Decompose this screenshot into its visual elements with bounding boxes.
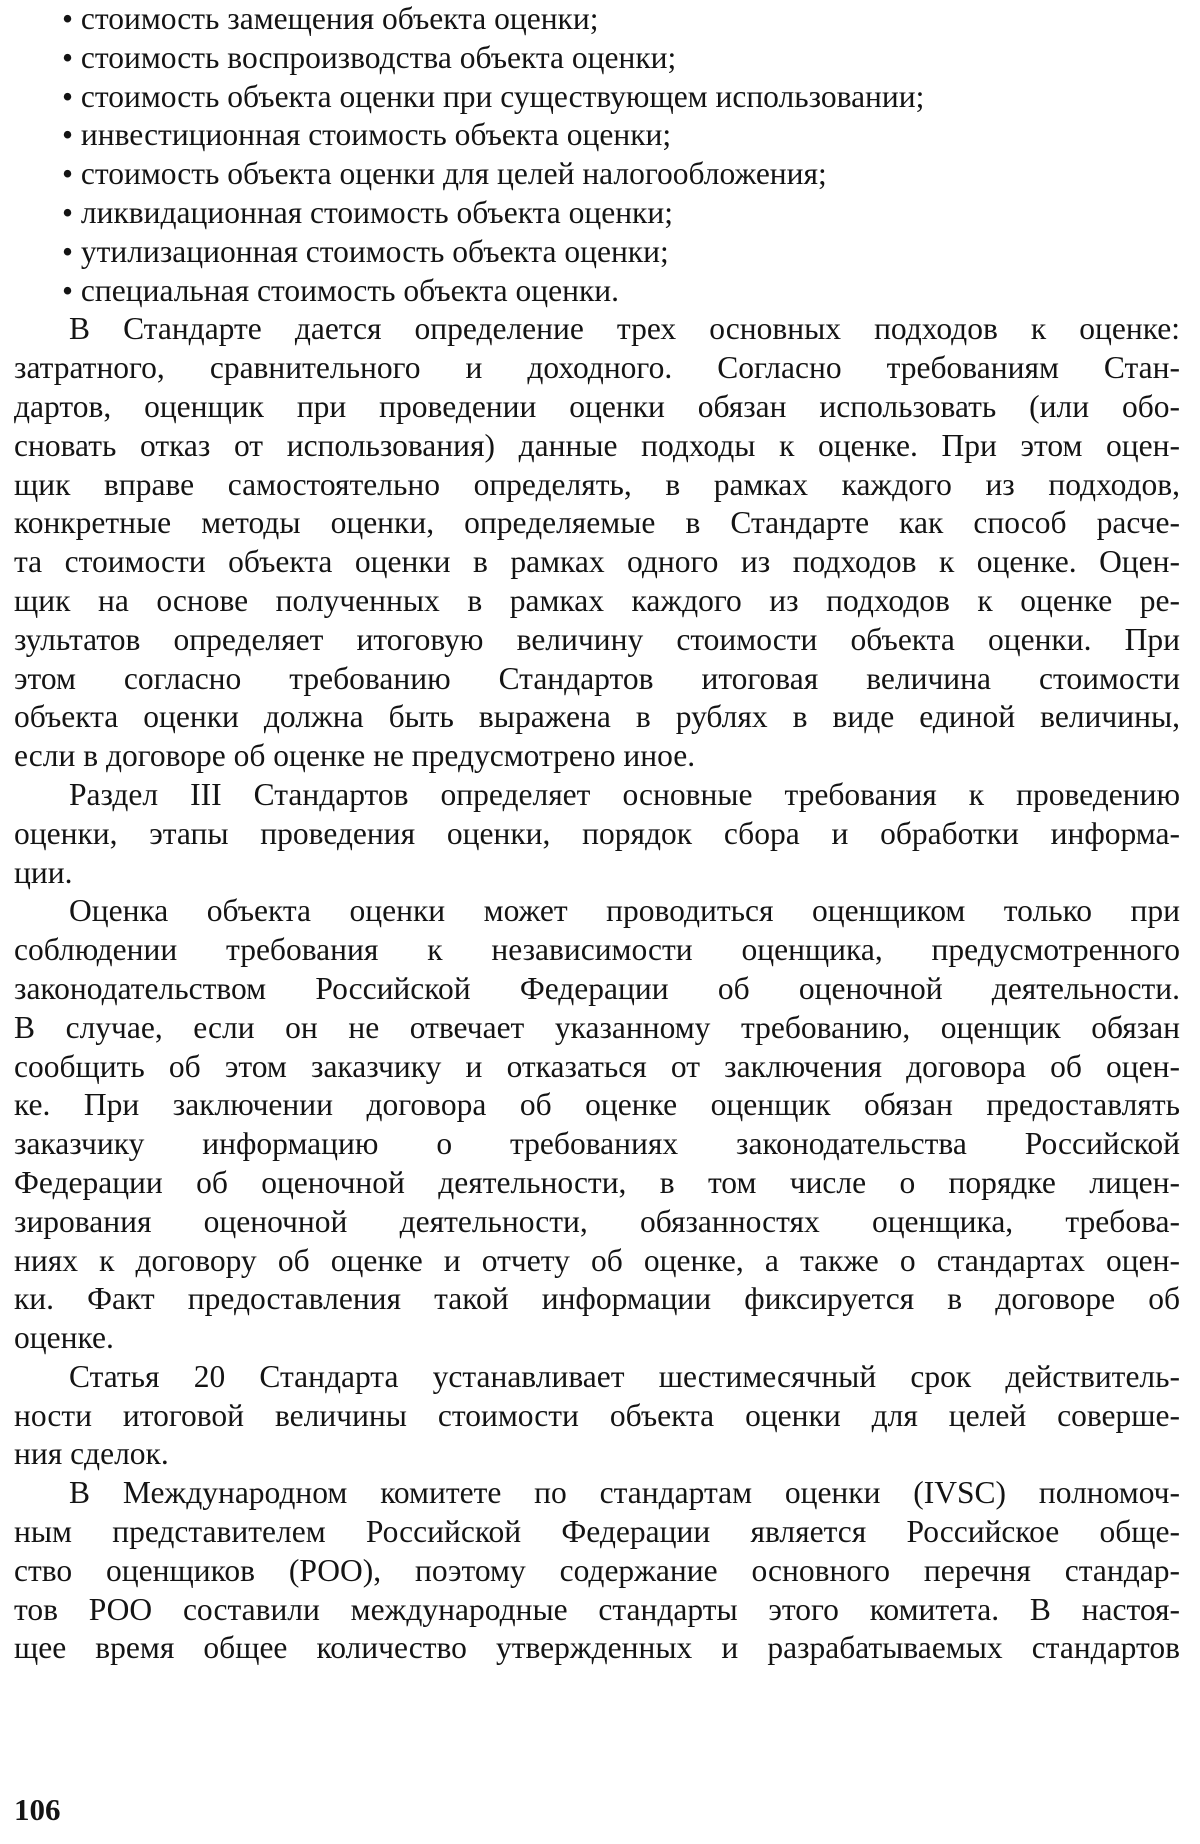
text-line: ности итоговой величины стоимости объекта оценки для целей соверше- <box>14 1397 1180 1433</box>
text-line: щик вправе самостоятельно определять, в рамках каждого из подходов, <box>14 466 1180 502</box>
text-line: если в договоре об оценке не предусмотрено иное. <box>14 738 696 774</box>
paragraph-section-iii <box>14 776 1180 892</box>
text-line: ки. Факт предоставления такой информации фиксируется в договоре об <box>14 1281 1180 1317</box>
text-line: зультатов определяет итоговую величину стоимости объекта оценки. При <box>14 621 1180 657</box>
list-item: • стоимость воспроизводства объекта оценки; <box>62 39 677 75</box>
text-line: сообщить об этом заказчику и отказаться от заключения договора об оцен- <box>14 1048 1180 1084</box>
text-line: В случае, если он не отвечает указанному требованию, оценщик обязан <box>14 1009 1180 1045</box>
list-item: • стоимость объекта оценки для целей налогообложения; <box>62 156 827 192</box>
list-item: • специальная стоимость объекта оценки. <box>62 272 620 308</box>
text-line: законодательством Российской Федерации об оценочной деятельности. <box>14 970 1180 1006</box>
text-line: Федерации об оценочной деятельности, в том числе о порядке лицен- <box>14 1164 1180 1200</box>
text-line: конкретные методы оценки, определяемые в Стандарте как способ расче- <box>14 505 1180 541</box>
list-item: • ликвидационная стоимость объекта оценки; <box>62 194 673 230</box>
text-line: ниях к договору об оценке и отчету об оценке, а также о стандартах оцен- <box>14 1242 1180 1278</box>
bullet-list <box>14 0 1180 310</box>
list-item: • утилизационная стоимость объекта оценки; <box>62 233 669 269</box>
text-line: ство оценщиков (РОО), поэтому содержание основного перечня стандар- <box>14 1552 1180 1588</box>
list-item: • стоимость замещения объекта оценки; <box>62 1 599 36</box>
text-line: та стоимости объекта оценки в рамках одного из подходов к оценке. Оцен- <box>14 544 1180 580</box>
list-item: • стоимость объекта оценки при существующем использовании; <box>62 78 925 114</box>
text-line: заказчику информацию о требованиях законодательства Российской <box>14 1126 1180 1162</box>
text-line: ния сделок. <box>14 1436 169 1472</box>
text-line: дартов, оценщик при проведении оценки обязан использовать (или обо- <box>14 388 1180 424</box>
text-line: этом согласно требованию Стандартов итоговая величина стоимости <box>14 660 1180 696</box>
list-item: • инвестиционная стоимость объекта оценки; <box>62 117 672 153</box>
text-line: оценки, этапы проведения оценки, порядок сбора и обработки информа- <box>14 815 1180 851</box>
page-body <box>14 0 1180 1668</box>
text-line: щее время общее количество утвержденных и разрабатываемых стандартов <box>14 1630 1180 1666</box>
text-line: зирования оценочной деятельности, обязанностях оценщика, требова- <box>14 1203 1180 1239</box>
text-line: сновать отказ от использования) данные подходы к оценке. При этом оцен- <box>14 427 1180 463</box>
text-line: ции. <box>14 854 73 890</box>
text-line: В Международном комитете по стандартам оценки (IVSC) полномоч- <box>69 1475 1180 1511</box>
text-line: соблюдении требования к независимости оценщика, предусмотренного <box>14 932 1180 968</box>
text-line: щик на основе полученных в рамках каждого из подходов к оценке ре- <box>14 582 1180 618</box>
paragraph-ivsc <box>14 1474 1180 1668</box>
text-line: ным представителем Российской Федерации является Российское обще- <box>14 1514 1180 1550</box>
text-line: Статья 20 Стандарта устанавливает шестимесячный срок действитель- <box>69 1358 1180 1394</box>
paragraph-article-20 <box>14 1358 1180 1474</box>
text-line: оценке. <box>14 1320 114 1356</box>
text-line: Раздел III Стандартов определяет основные требования к проведению <box>69 776 1180 812</box>
page-number: 106 <box>14 1792 61 1827</box>
text-line: объекта оценки должна быть выражена в рублях в виде единой величины, <box>14 699 1180 735</box>
text-line: В Стандарте дается определение трех основных подходов к оценке: <box>69 311 1180 347</box>
text-line: ке. При заключении договора об оценке оценщик обязан предоставлять <box>14 1087 1180 1123</box>
paragraph-independence <box>14 892 1180 1358</box>
text-line: тов РОО составили международные стандарты этого комитета. В настоя- <box>14 1591 1180 1627</box>
paragraph-approaches <box>14 310 1180 776</box>
text-line: Оценка объекта оценки может проводиться оценщиком только при <box>69 893 1180 929</box>
text-line: затратного, сравнительного и доходного. Согласно требованиям Стан- <box>14 350 1180 386</box>
